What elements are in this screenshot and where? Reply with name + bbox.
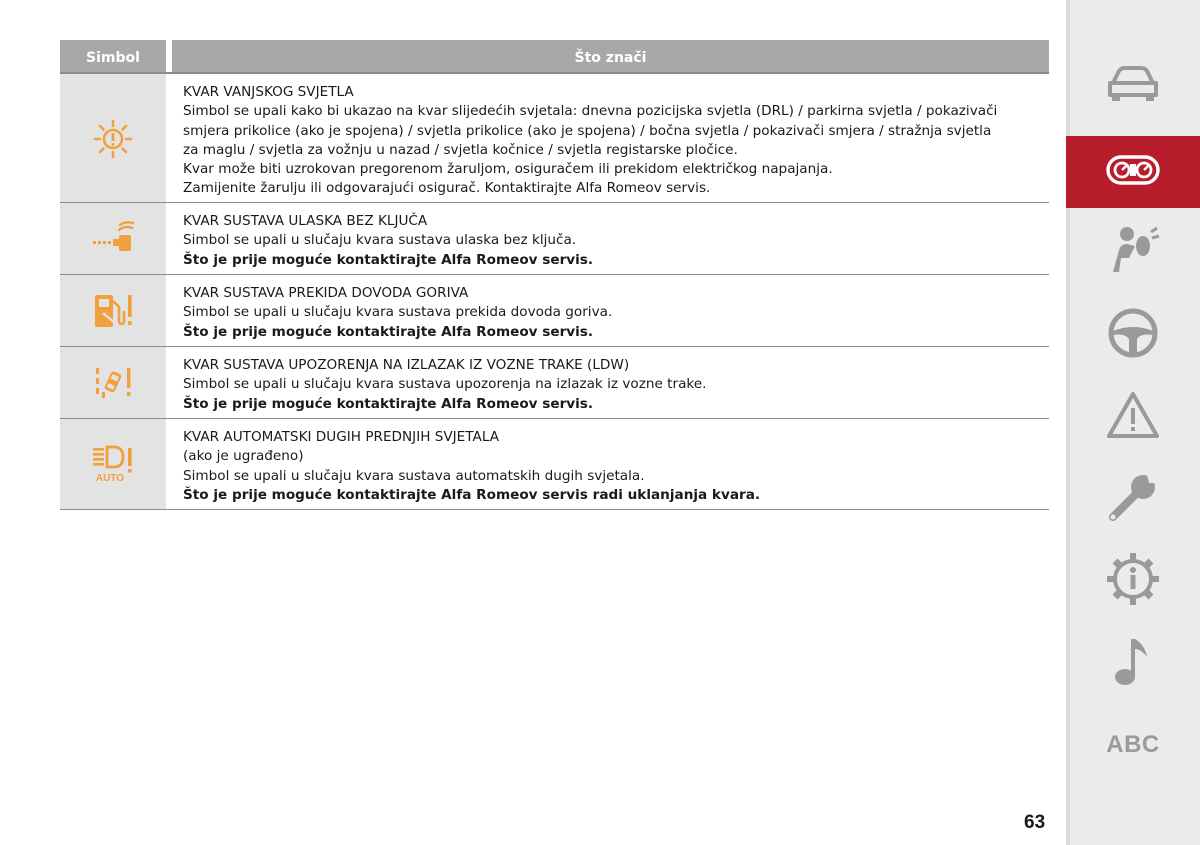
row-title: KVAR SUSTAVA UPOZORENJA NA IZLAZAK IZ VOZNE TRAKE (LDW) xyxy=(183,357,630,373)
header-symbol: Simbol xyxy=(60,40,166,72)
row-text: Simbol se upali u slučaju kvara sustava automatskih dugih svjetala. xyxy=(183,467,645,484)
row-action: Što je prije moguće kontaktirajte Alfa Romeov servis radi uklanjanja kvara. xyxy=(183,486,761,503)
auto-high-beam-fault-icon xyxy=(90,444,136,484)
chapter-sidebar xyxy=(1066,0,1200,845)
row-title: KVAR SUSTAVA PREKIDA DOVODA GORIVA xyxy=(183,285,469,301)
exterior-light-fault-icon xyxy=(91,116,135,160)
row-text: za maglu / svjetla za vožnju u nazad / svjetla kočnice / svjetla registarske pločice. xyxy=(183,141,738,158)
table-row xyxy=(60,203,1049,275)
row-text: Simbol se upali u slučaju kvara sustava prekida dovoda goriva. xyxy=(183,304,613,321)
nav-instrument-panel[interactable] xyxy=(1066,136,1200,208)
index-abc-label: ABC xyxy=(1106,731,1160,758)
table-row xyxy=(60,347,1049,419)
table-row xyxy=(60,74,1049,203)
warning-symbols-table xyxy=(60,40,1049,510)
row-text: Simbol se upali u slučaju kvara sustava ulaska bez ključa. xyxy=(183,232,577,249)
page-number: 63 xyxy=(1024,812,1046,833)
steering-wheel-icon xyxy=(1107,307,1159,363)
table-row xyxy=(60,419,1049,510)
nav-multimedia[interactable] xyxy=(1066,628,1200,698)
nav-technical-data[interactable] xyxy=(1066,546,1200,616)
nav-index[interactable] xyxy=(1066,710,1200,780)
lane-departure-fault-icon xyxy=(93,364,133,402)
fuel-cutoff-fault-icon xyxy=(91,291,135,331)
row-text: Kvar može biti uzrokovan pregorenom žaruljom, osiguračem ili prekidom električkog napajanja. xyxy=(183,161,833,178)
warning-triangle-icon xyxy=(1105,390,1161,444)
row-action: Što je prije moguće kontaktirajte Alfa Romeov servis. xyxy=(183,395,594,412)
nav-maintenance[interactable] xyxy=(1066,464,1200,534)
wrench-icon xyxy=(1105,469,1161,529)
keyless-entry-fault-icon xyxy=(91,221,135,257)
airbag-safety-icon xyxy=(1105,224,1161,278)
table-row xyxy=(60,275,1049,347)
row-text: Zamijenite žarulju ili odgovarajući osigurač. Kontaktirajte Alfa Romeov servis. xyxy=(183,180,711,197)
row-title: KVAR SUSTAVA ULASKA BEZ KLJUČA xyxy=(183,213,428,229)
music-note-icon xyxy=(1111,635,1155,691)
row-action: Što je prije moguće kontaktirajte Alfa Romeov servis. xyxy=(183,251,594,268)
row-title: KVAR AUTOMATSKI DUGIH PREDNJIH SVJETALA xyxy=(183,429,500,445)
row-title: KVAR VANJSKOG SVJETLA xyxy=(183,84,354,100)
row-text: Simbol se upali kako bi ukazao na kvar slijedećih svjetala: dnevna pozicijska svjetla (DRL) / parkirna svjetla / pokazivači xyxy=(183,103,998,120)
row-text: smjera prikolice (ako je spojena) / svjetla prikolice (ako je spojena) / bočna svjetla / pokazivači smjera / stražnja svjetla xyxy=(183,122,992,139)
car-icon xyxy=(1105,63,1161,107)
table-header xyxy=(60,40,1049,74)
nav-starting-driving[interactable] xyxy=(1066,300,1200,370)
nav-emergency[interactable] xyxy=(1066,382,1200,452)
row-text: (ako je ugrađeno) xyxy=(183,448,304,465)
row-text: Simbol se upali u slučaju kvara sustava upozorenja na izlazak iz vozne trake. xyxy=(183,376,707,393)
instrument-panel-icon xyxy=(1105,152,1161,192)
auto-label: AUTO xyxy=(95,473,125,484)
gear-info-icon xyxy=(1105,551,1161,611)
row-action: Što je prije moguće kontaktirajte Alfa Romeov servis. xyxy=(183,323,594,340)
nav-car[interactable] xyxy=(1066,50,1200,120)
header-meaning: Što znači xyxy=(172,40,1049,72)
nav-safety[interactable] xyxy=(1066,216,1200,286)
